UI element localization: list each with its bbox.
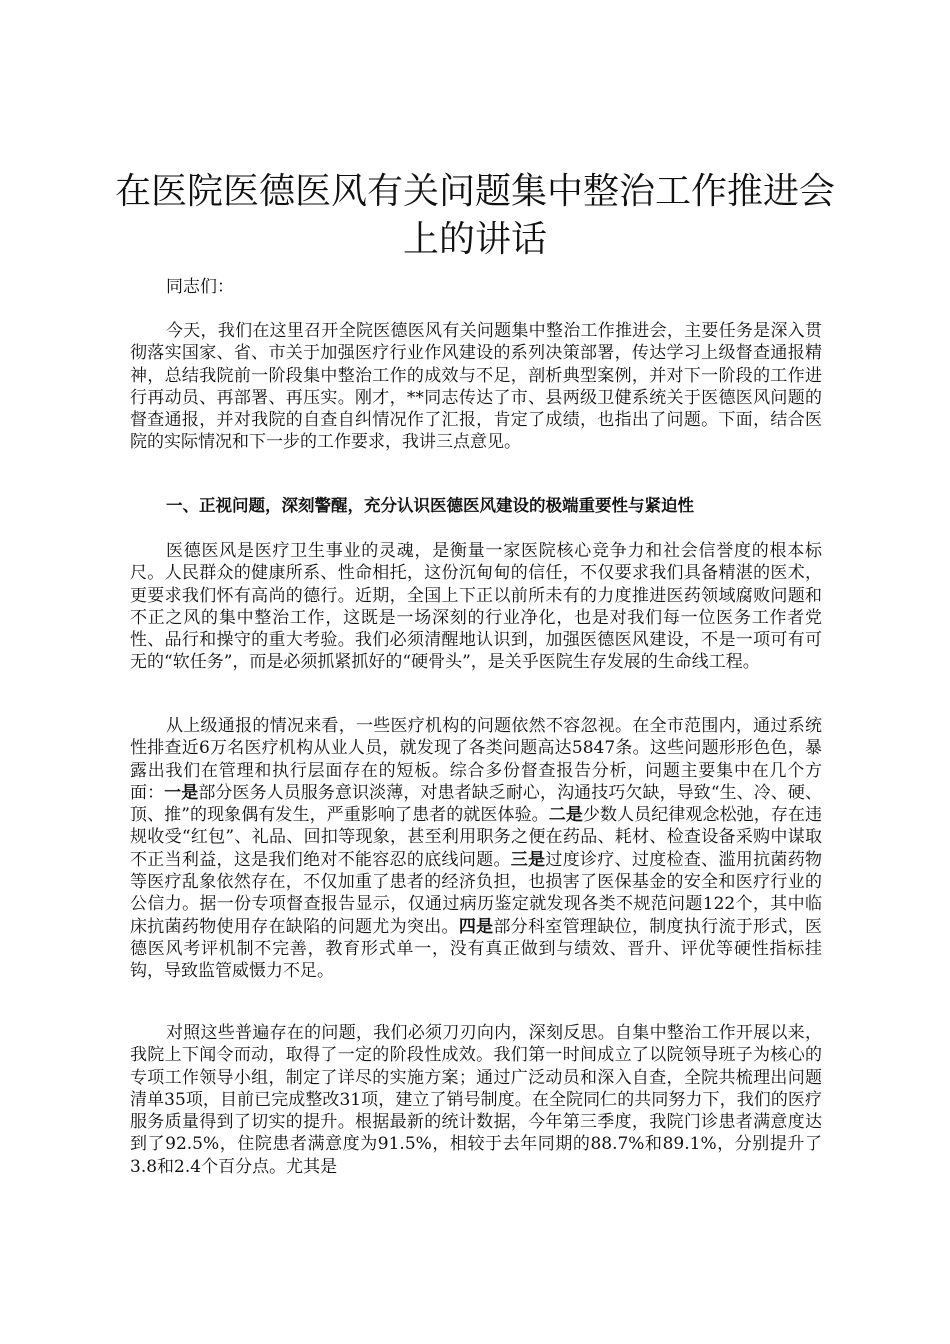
paragraph-text: 少数人员纪律观念松弛，存在违规收受“红包”、礼品、回扣等现象，甚至利用职务之便在药品、耗材、检查设备采购中谋取不正当利益，这是我们绝对不能容忍的底线问题。 <box>130 805 823 870</box>
section-1-paragraph-2 <box>130 715 822 983</box>
section-1-paragraph-3: 对照这些普遍存在的问题，我们必须刀刃向内，深刻反思。自集中整治工作开展以来，我院上下闻令而动，取得了一定的阶段性成效。我们第一时间成立了以院领导班子为核心的专项工作领导小组，制定了详尽的实施方案；通过广泛动员和深入自查，全院共梳理出问题清单35项，目前已完成整改31项，建立了销号制度。在全院同仁的共同努力下，我们的医疗服务质量得到了切实的提升。根据最新的统计数据，今年第三季度，我院门诊患者满意度达到了92.5%，住院患者满意度为91.5%，相较于去年同期的88.7%和89.1%，分别提升了3.8和2.4个百分点。尤其是 <box>130 1023 822 1177</box>
bold-keyword: 一是 <box>164 782 199 803</box>
section-1-heading: 一、正视问题，深刻警醒，充分认识医德医风建设的极端重要性与紧迫性 <box>166 496 694 515</box>
bold-keyword: 二是 <box>548 805 583 826</box>
salutation: 同志们： <box>166 277 234 297</box>
paragraph-text: 过度诊疗、过度检查、滥用抗菌药物等医疗乱象依然存在，不仅加重了患者的经济负担，也损害了医保基金的安全和医疗行业的公信力。据一份专项督查报告显示，仅通过病历鉴定就发现各类不规范问题122个，其中临床抗菌药物使用存在缺陷的问题尤为突出。 <box>130 849 823 937</box>
bold-keyword: 三是 <box>510 849 546 870</box>
paragraph-text: 从上级通报的情况来看，一些医疗机构的问题依然不容忽视。在全市范围内，通过系统性排查近6万名医疗机构从业人员，就发现了各类问题高达5847条。这些问题形形色色，暴露出我们在管理和执行层面存在的短板。综合多份督查报告分析，问题主要集中在几个方面： <box>130 716 822 803</box>
paragraph-text: 部分科室管理缺位，制度执行流于形式，医德医风考评机制不完善，教育形式单一，没有真正做到与绩效、晋升、评优等硬性指标挂钩，导致监管威慑力不足。 <box>130 916 823 982</box>
bold-keyword: 四是 <box>458 916 494 937</box>
document-title: 在医院医德医风有关问题集中整治工作推进会上的讲话 <box>114 171 835 260</box>
intro-paragraph: 今天，我们在这里召开全院医德医风有关问题集中整治工作推进会，主要任务是深入贯彻落实国家、省、市关于加强医疗行业作风建设的系列决策部署，传达学习上级督查通报精神，总结我院前一阶段集中整治工作的成效与不足，剖析典型案例，并对下一阶段的工作进行再动员、再部署、再压实。刚才，**同志传达了市、县两级卫健系统关于医德医风问题的督查通报，并对我院的自查自纠情况作了汇报，肯定了成绩，也指出了问题。下面，结合医院的实际情况和下一步的工作要求，我讲三点意见。 <box>130 321 822 453</box>
paragraph-text: 部分医务人员服务意识淡薄，对患者缺乏耐心，沟通技巧欠缺，导致“生、冷、硬、顶、推”的现象偶有发生，严重影响了患者的就医体验。 <box>130 782 823 826</box>
section-1-paragraph-1: 医德医风是医疗卫生事业的灵魂，是衡量一家医院核心竞争力和社会信誉度的根本标尺。人民群众的健康所系、性命相托，这份沉甸甸的信任，不仅要求我们具备精湛的医术，更要求我们怀有高尚的德行。近期，全国上下正以前所未有的力度推进医药领域腐败问题和不正之风的集中整治工作，这既是一场深刻的行业净化，也是对我们每一位医务工作者党性、品行和操守的重大考验。我们必须清醒地认识到，加强医德医风建设，不是一项可有可无的“软任务”，而是必须抓紧抓好的“硬骨头”，是关乎医院生存发展的生命线工程。 <box>130 541 822 673</box>
